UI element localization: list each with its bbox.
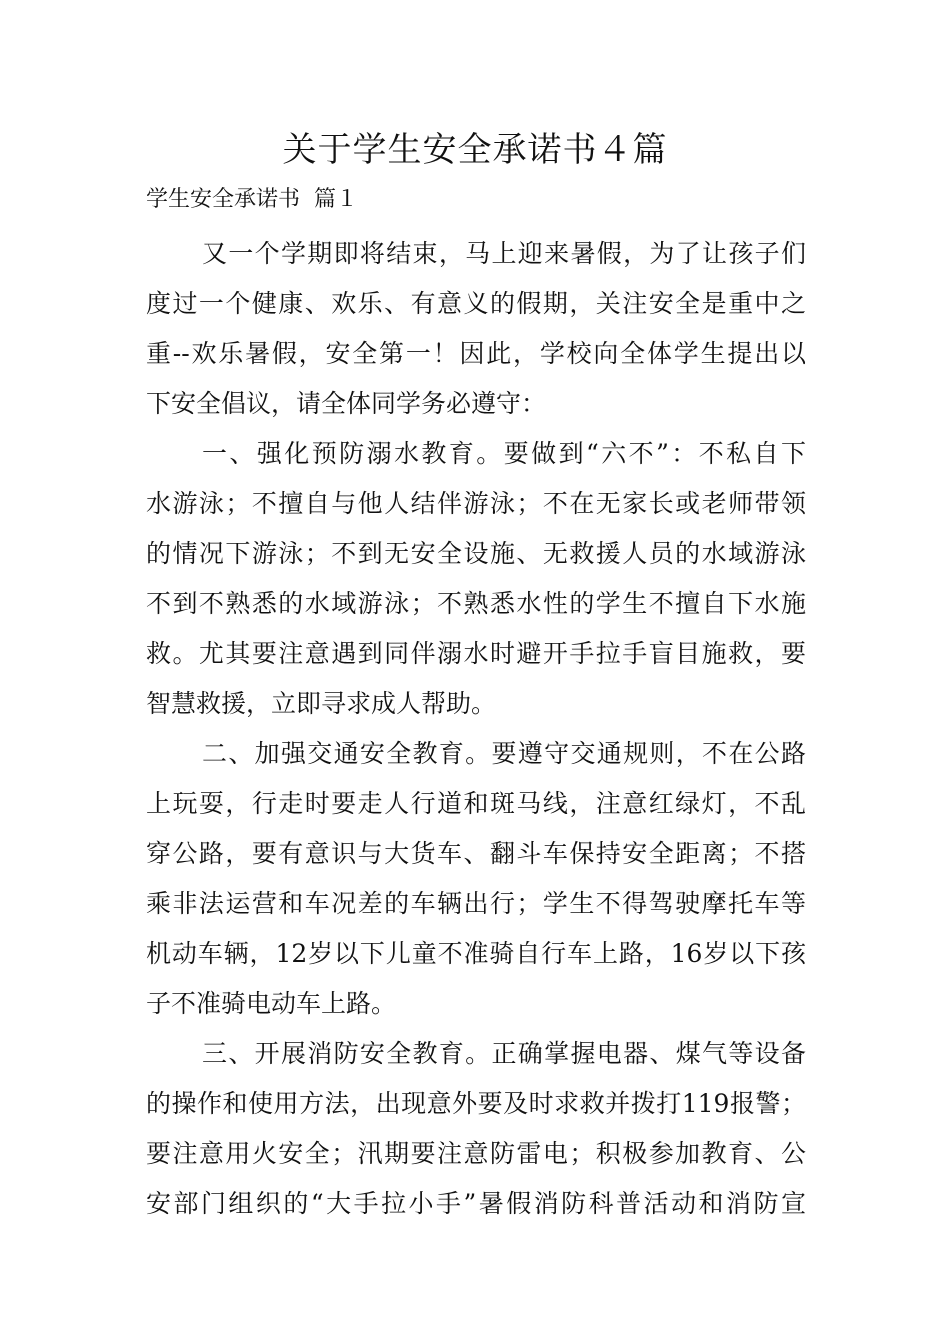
paragraph-intro — [146, 229, 806, 429]
paragraph-line: 智慧救援，立即寻求成人帮助。 — [146, 689, 497, 718]
paragraph-line: 下安全倡议，请全体同学务必遵守： — [146, 389, 547, 418]
paragraph-line: 一、强化预防溺水教育。要做到“六不”：不私自下 — [202, 439, 806, 468]
paragraph-line: 安部门组织的“大手拉小手”暑假消防科普活动和消防宣 — [146, 1189, 806, 1218]
paragraph-fire — [146, 1029, 806, 1229]
paragraph-line: 机动车辆，12岁以下儿童不准骑自行车上路，16岁以下孩 — [146, 939, 806, 968]
paragraph-line: 二、加强交通安全教育。要遵守交通规则，不在公路 — [202, 739, 806, 768]
paragraph-line: 救。尤其要注意遇到同伴溺水时避开手拉手盲目施救，要 — [146, 639, 806, 668]
paragraph-drowning — [146, 429, 806, 729]
paragraph-line: 重--欢乐暑假，安全第一！因此，学校向全体学生提出以 — [146, 339, 806, 368]
paragraph-line: 要注意用火安全；汛期要注意防雷电；积极参加教育、公 — [146, 1139, 806, 1168]
paragraph-traffic — [146, 729, 806, 1029]
paragraph-line: 三、开展消防安全教育。正确掌握电器、煤气等设备 — [202, 1039, 806, 1068]
paragraph-line: 子不准骑电动车上路。 — [146, 989, 397, 1018]
paragraph-line: 水游泳；不擅自与他人结伴游泳；不在无家长或老师带领 — [146, 489, 806, 518]
paragraph-line: 度过一个健康、欢乐、有意义的假期，关注安全是重中之 — [146, 289, 806, 318]
paragraph-line: 穿公路，要有意识与大货车、翻斗车保持安全距离；不搭 — [146, 839, 806, 868]
paragraph-line: 又一个学期即将结束，马上迎来暑假，为了让孩子们 — [202, 239, 806, 268]
paragraph-line: 的操作和使用方法，出现意外要及时求救并拨打119报警； — [146, 1089, 806, 1118]
document-body — [146, 229, 806, 1229]
paragraph-line: 上玩耍，行走时要走人行道和斑马线，注意红绿灯，不乱 — [146, 789, 806, 818]
paragraph-line: 不到不熟悉的水域游泳；不熟悉水性的学生不擅自下水施 — [146, 589, 806, 618]
document-title: 关于学生安全承诺书４篇 — [282, 130, 668, 170]
paragraph-line: 的情况下游泳；不到无安全设施、无救援人员的水域游泳 — [146, 539, 806, 568]
document-subtitle: 学生安全承诺书 篇１ — [146, 187, 358, 212]
paragraph-line: 乘非法运营和车况差的车辆出行；学生不得驾驶摩托车等 — [146, 889, 806, 918]
